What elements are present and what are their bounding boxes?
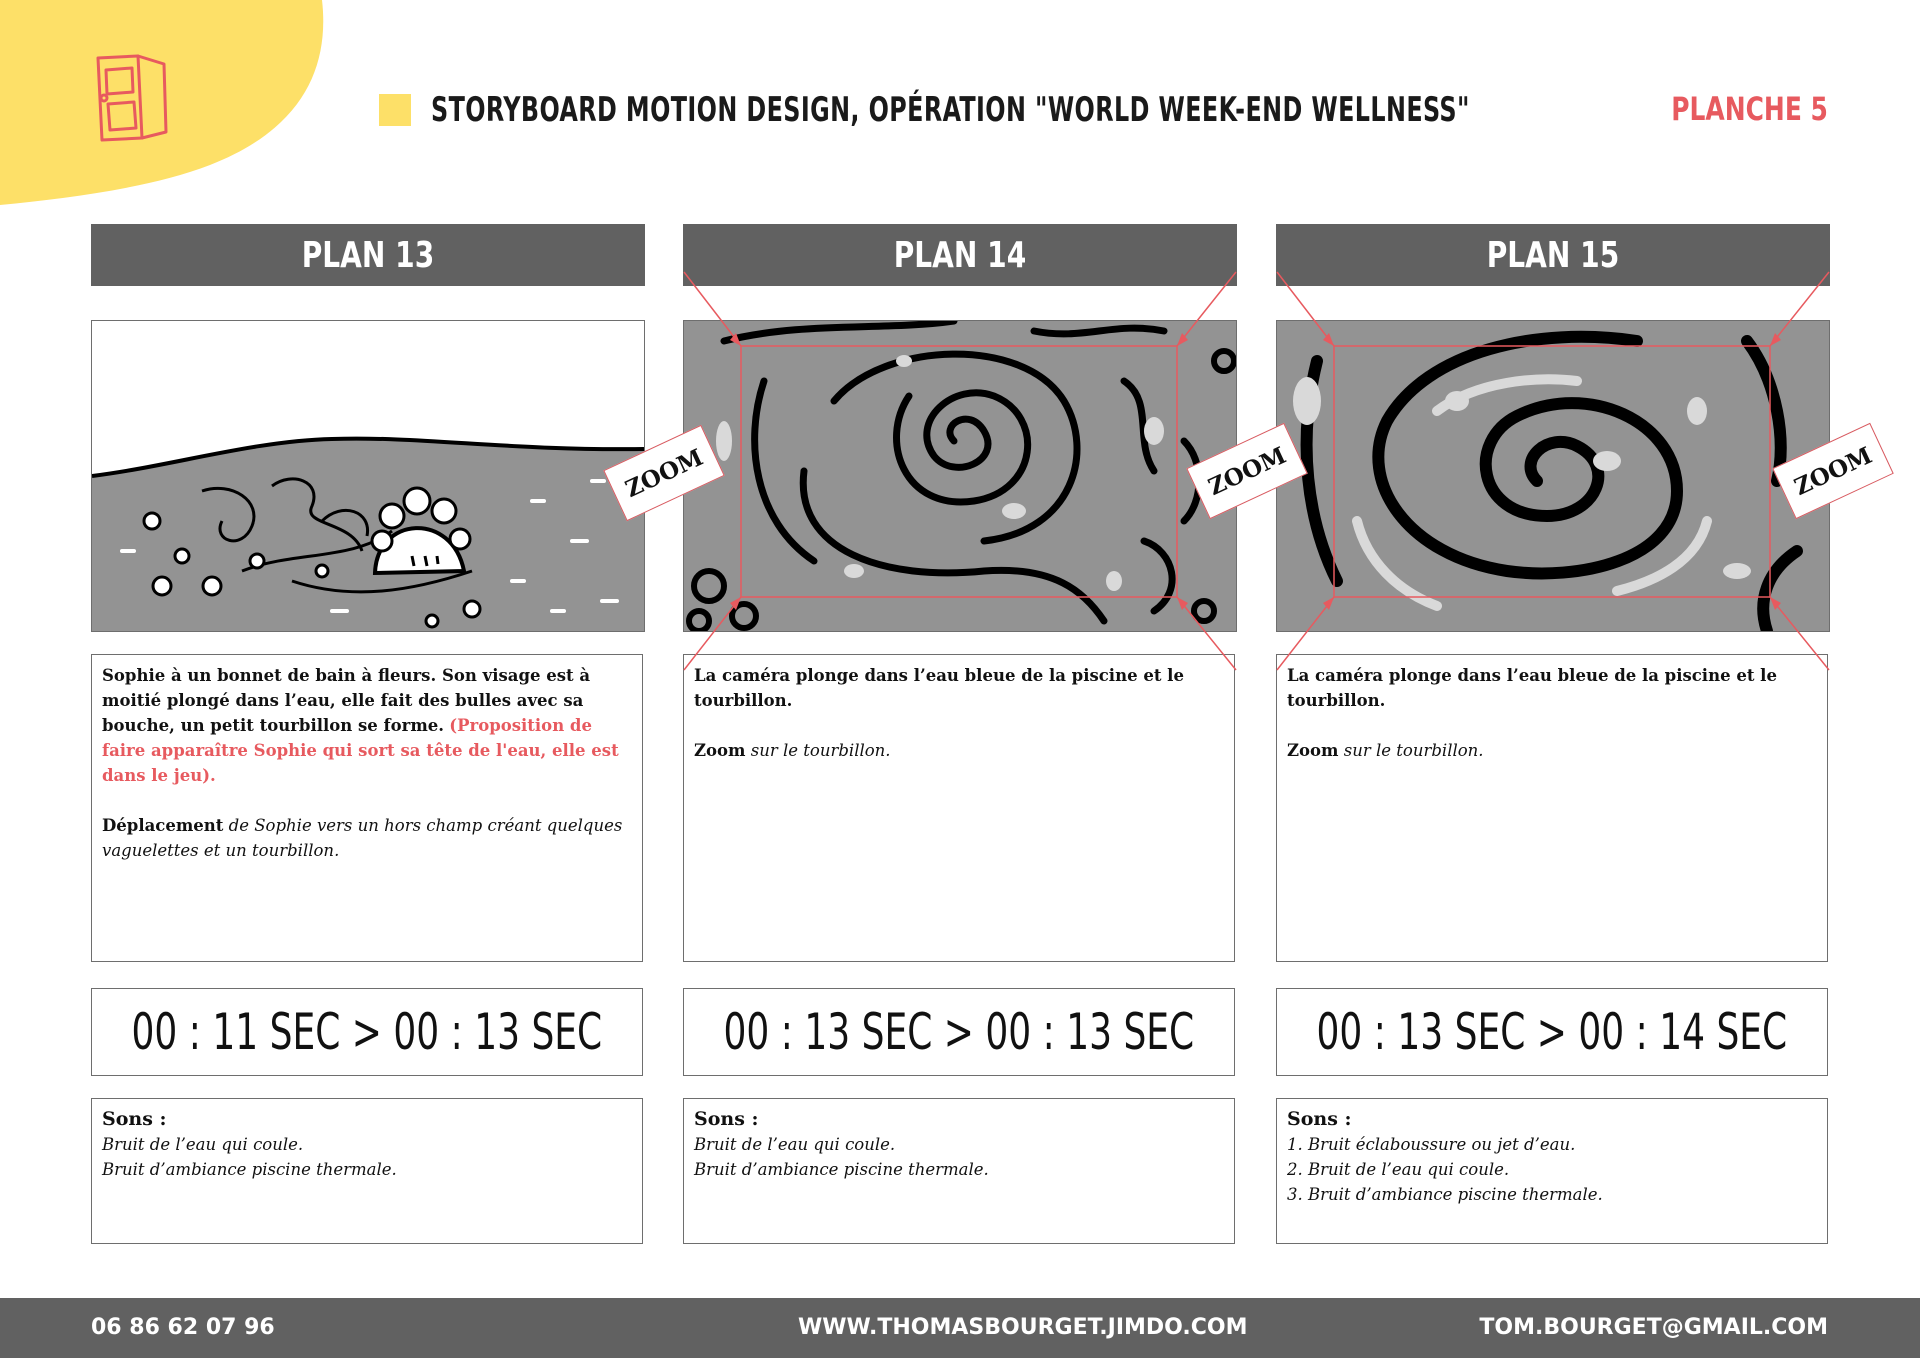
footer-phone: 06 86 62 07 96 [91, 1315, 275, 1340]
footer-email[interactable]: TOM.BOURGET@GMAIL.COM [1479, 1315, 1828, 1340]
zoom-label-1: ZOOM [603, 425, 725, 521]
planche-number: PLANCHE 5 [1671, 90, 1828, 128]
plan-14-sounds [683, 1098, 1235, 1244]
plan-15-column [1276, 224, 1830, 1204]
title-square-marker [379, 94, 411, 126]
plan-14-desc-zoom-text: sur le tourbillon. [750, 741, 891, 760]
plan-15-sound-item: 1. Bruit éclaboussure ou jet d’eau. [1287, 1135, 1576, 1154]
zoom-label-2: ZOOM [1186, 423, 1308, 519]
plan-13-column [91, 224, 645, 1179]
footer-bar [0, 1298, 1920, 1358]
plan-13-sound-item: Bruit de l’eau qui coule. [102, 1135, 304, 1154]
plan-15-desc-zoom-text: sur le tourbillon. [1343, 741, 1484, 760]
plan-15-header: PLAN 15 [1276, 224, 1830, 286]
plan-14-description [683, 654, 1235, 962]
plan-13-header: PLAN 13 [91, 224, 645, 286]
plan-15-description [1276, 654, 1828, 962]
plan-13-desc-move-text: de Sophie vers un hors champ créant quelques vaguelettes et un tourbillon. [102, 816, 623, 860]
page-title: STORYBOARD MOTION DESIGN, OPÉRATION "WORLD WEEK-END WELLNESS" [431, 90, 1470, 130]
plan-14-header: PLAN 14 [683, 224, 1237, 286]
plan-14-desc-bold: La caméra plonge dans l’eau bleue de la piscine et le tourbillon. [694, 666, 1184, 710]
plan-14-sound-item: Bruit d’ambiance piscine thermale. [694, 1160, 989, 1179]
plan-13-desc-move-label: Déplacement [102, 816, 224, 835]
plan-15-sound-item: 3. Bruit d’ambiance piscine thermale. [1287, 1185, 1603, 1204]
plan-15-sounds-title: Sons : [1287, 1108, 1352, 1130]
plan-13-sounds-title: Sons : [102, 1108, 167, 1130]
plan-14-desc-zoom-label: Zoom [694, 741, 746, 760]
plan-15-timecode: 00 : 13 SEC > 00 : 14 SEC [1276, 988, 1828, 1076]
plan-13-sound-item: Bruit d’ambiance piscine thermale. [102, 1160, 397, 1179]
plan-15-desc-bold: La caméra plonge dans l’eau bleue de la piscine et le tourbillon. [1287, 666, 1777, 710]
plan-14-sound-item: Bruit de l’eau qui coule. [694, 1135, 896, 1154]
page-title-wrap [379, 90, 1763, 130]
plan-14-column [683, 224, 1237, 1179]
plan-14-timecode: 00 : 13 SEC > 00 : 13 SEC [683, 988, 1235, 1076]
plan-14-sounds-title: Sons : [694, 1108, 759, 1130]
plan-15-desc-zoom-label: Zoom [1287, 741, 1339, 760]
footer-website[interactable]: WWW.THOMASBOURGET.JIMDO.COM [798, 1315, 1248, 1340]
logo-icon [92, 52, 170, 144]
plan-13-sounds [91, 1098, 643, 1244]
plan-13-illustration [91, 320, 645, 632]
plan-15-illustration [1276, 320, 1830, 632]
plan-14-illustration [683, 320, 1237, 632]
plan-13-desc-bold: Sophie à un bonnet de bain à fleurs. Son visage est à moitié plongé dans l’eau, elle fait des bulles avec sa bouche, un petit tourbillon se forme. [102, 666, 591, 735]
plan-15-sounds [1276, 1098, 1828, 1244]
plan-13-description [91, 654, 643, 962]
plan-13-desc-proposal: (Proposition de faire apparaître Sophie qui sort sa tête de l'eau, elle est dans le jeu). [102, 716, 619, 785]
plan-15-sound-item: 2. Bruit de l’eau qui coule. [1287, 1160, 1510, 1179]
plan-13-timecode: 00 : 11 SEC > 00 : 13 SEC [91, 988, 643, 1076]
zoom-label-3: ZOOM [1772, 423, 1894, 519]
